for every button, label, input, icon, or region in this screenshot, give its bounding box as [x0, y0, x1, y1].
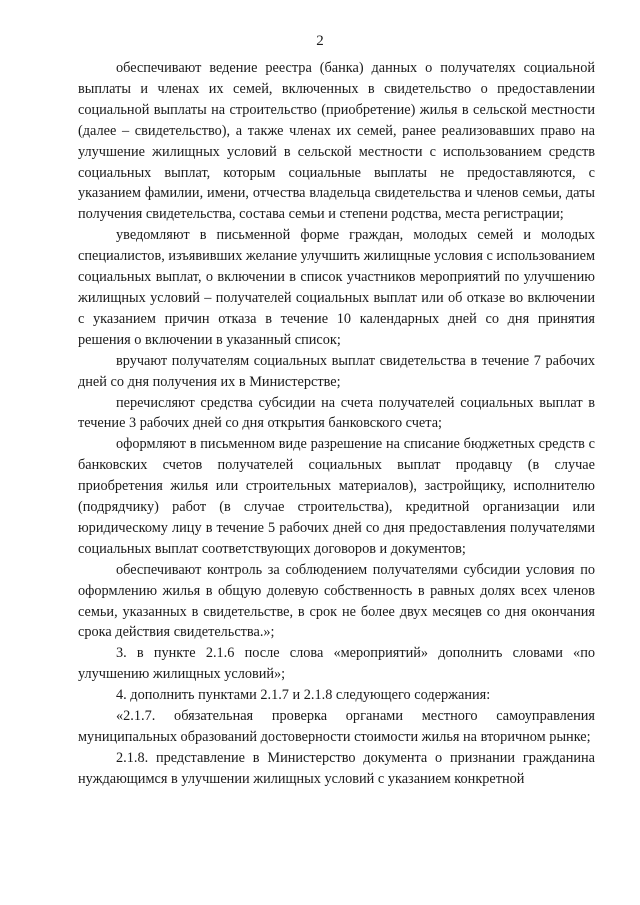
page-number: 2 — [316, 33, 324, 49]
paragraph-transfer: перечисляют средства субсидии на счета получателей социальных выплат в течение 3 рабочих дней со дня открытия банковского счета; — [78, 394, 595, 432]
paragraph-control: обеспечивают контроль за соблюдением получателями субсидии условия по оформлению жилья в общую долевую собственность в равных долях всех членов семьи, указанных в свидетельстве, в срок не более двух месяцев со дня окончания срока действия свидетельства.»; — [78, 561, 595, 641]
paragraph-2-1-8: 2.1.8. представление в Министерство документа о признании гражданина нуждающимся в улучшении жилищных условий с указанием конкретной — [78, 749, 595, 787]
paragraph-item-3: 3. в пункте 2.1.6 после слова «мероприятий» дополнить словами «по улучшению жилищных условий»; — [78, 645, 595, 683]
paragraph-hand-over: вручают получателям социальных выплат свидетельства в течение 7 рабочих дней со дня получения их в Министерстве; — [78, 352, 595, 390]
document-body — [78, 58, 595, 790]
paragraph-notify: уведомляют в письменной форме граждан, молодых семей и молодых специалистов, изъявивших желание улучшить жилищные условия с использованием социальных выплат, о включении в список участников мероприятий по улучшению жилищных условий – получателей социальных выплат или об отказе во включении с указанием причин отказа в течение 10 календарных дней со дня принятия решения о включении в указанный список; — [78, 227, 595, 348]
paragraph-item-4: 4. дополнить пунктами 2.1.7 и 2.1.8 следующего содержания: — [116, 687, 491, 704]
paragraph-registry: обеспечивают ведение реестра (банка) данных о получателях социальной выплаты и членах их семей, включенных в свидетельство о предоставлении социальной выплаты на строительство (приобретение) жилья в сельской местности (далее – свидетельство), а также членах их семей, ранее реализовавших право на улучшение жилищных условий в сельской местности с использованием средств социальных выплат, которым социальные выплаты не предоставляются, с указанием фамилии, имени, отчества владельца свидетельства и членов семьи, даты получения свидетельства, состава семьи и степени родства, места регистрации; — [78, 60, 595, 223]
paragraph-2-1-7: «2.1.7. обязательная проверка органами местного самоуправления муниципальных образований достоверности стоимости жилья на вторичном рынке; — [78, 708, 595, 745]
paragraph-authorize: оформляют в письменном виде разрешение на списание бюджетных средств с банковских счетов получателей социальных выплат продавцу (в случае приобретения жилья или строительных материалов), застройщику, исполнителю (подрядчику) работ (в случае строительства), кредитной организации или юридическому лицу в течение 5 рабочих дней со дня предоставления получателями социальных выплат соответствующих договоров и документов; — [78, 436, 595, 557]
